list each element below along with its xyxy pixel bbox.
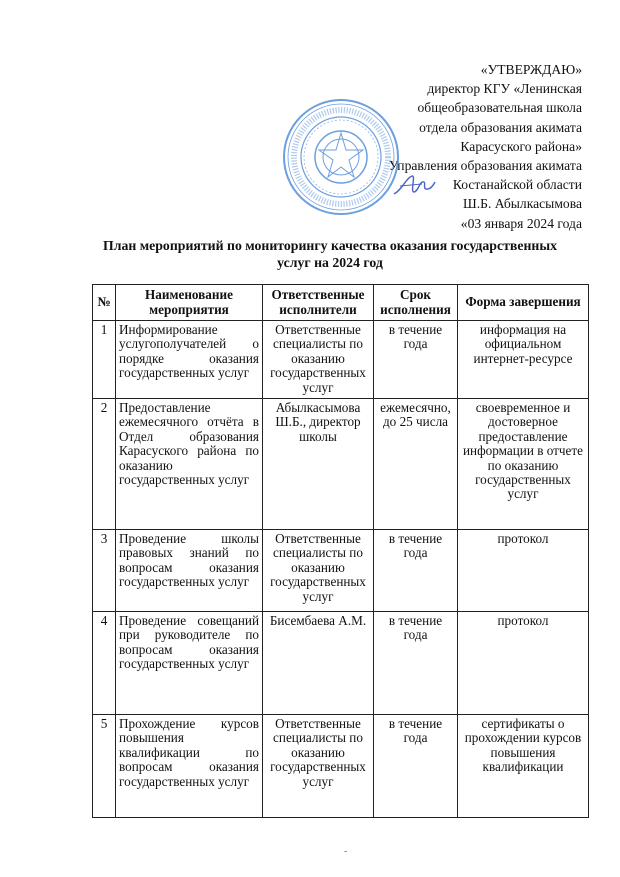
header-num: №: [93, 285, 116, 321]
row-name: Информирование услугополучателей о порядке оказания государственных услуг: [116, 321, 263, 399]
row-result: протокол: [458, 530, 589, 612]
stamp-seal-icon: [282, 98, 400, 216]
row-deadline: в течение года: [374, 530, 458, 612]
row-num: 4: [93, 612, 116, 715]
approval-line: директор КГУ «Ленинская: [427, 81, 582, 97]
row-executors: Ответственные специалисты по оказанию государственных услуг: [263, 530, 374, 612]
header-result: Форма завершения: [458, 285, 589, 321]
row-result: сертификаты о прохождении курсов повышения квалификации: [458, 715, 589, 818]
row-executors: Ответственные специалисты по оказанию государственных услуг: [263, 321, 374, 399]
table-row: [93, 321, 589, 399]
table-row: [93, 530, 589, 612]
header-executors: Ответственные исполнители: [263, 285, 374, 321]
row-num: 2: [93, 399, 116, 530]
row-name: Проведение школы правовых знаний по вопросам оказания государственных услуг: [116, 530, 263, 612]
approval-line: «03 января 2024 года: [460, 215, 582, 231]
header-name: Наименование мероприятия: [116, 285, 263, 321]
header-deadline: Срок исполнения: [374, 285, 458, 321]
row-deadline: в течение года: [374, 612, 458, 715]
row-deadline: ежемесячно, до 25 числа: [374, 399, 458, 530]
approval-line: отдела образования акимата: [419, 119, 582, 135]
approval-line: Карасуского района»: [460, 138, 582, 154]
row-name: Предоставление ежемесячного отчёта в Отдел образования Карасуского района по оказанию государственных услуг: [116, 399, 263, 530]
row-num: 3: [93, 530, 116, 612]
row-result: информация на официальном интернет-ресурсе: [458, 321, 589, 399]
table-row: [93, 612, 589, 715]
page-mark: -: [344, 846, 348, 857]
table-row: [93, 399, 589, 530]
row-result: протокол: [458, 612, 589, 715]
row-result: своевременное и достоверное предоставление информации в отчете по оказанию государственных услуг: [458, 399, 589, 530]
row-deadline: в течение года: [374, 321, 458, 399]
plan-table: [92, 284, 589, 818]
approval-block: [389, 60, 582, 233]
title-line: План мероприятий по мониторингу качества оказания государственных: [102, 238, 558, 253]
row-deadline: в течение года: [374, 715, 458, 818]
row-num: 1: [93, 321, 116, 399]
row-name: Проведение совещаний при руководителе по вопросам оказания государственных услуг: [116, 612, 263, 715]
table-header-row: [93, 285, 589, 321]
row-num: 5: [93, 715, 116, 818]
approval-line: Управления образования акимата: [388, 158, 582, 174]
signature-icon: [392, 172, 436, 198]
approval-line: «УТВЕРЖДАЮ»: [480, 62, 582, 77]
approval-line: Ш.Б. Абылкасымова: [463, 196, 582, 212]
title-line: услуг на 2024 год: [277, 255, 383, 270]
row-executors: Ответственные специалисты по оказанию государственных услуг: [263, 715, 374, 818]
approval-line: общеобразовательная школа: [417, 100, 582, 116]
row-executors: Абылкасымова Ш.Б., директор школы: [263, 399, 374, 530]
approval-line: Костанайской области: [452, 177, 582, 193]
row-name: Прохождение курсов повышения квалификации по вопросам оказания государственных услуг: [116, 715, 263, 818]
table-row: [93, 715, 589, 818]
page-title: [60, 237, 600, 271]
row-executors: Бисембаева А.М.: [263, 612, 374, 715]
